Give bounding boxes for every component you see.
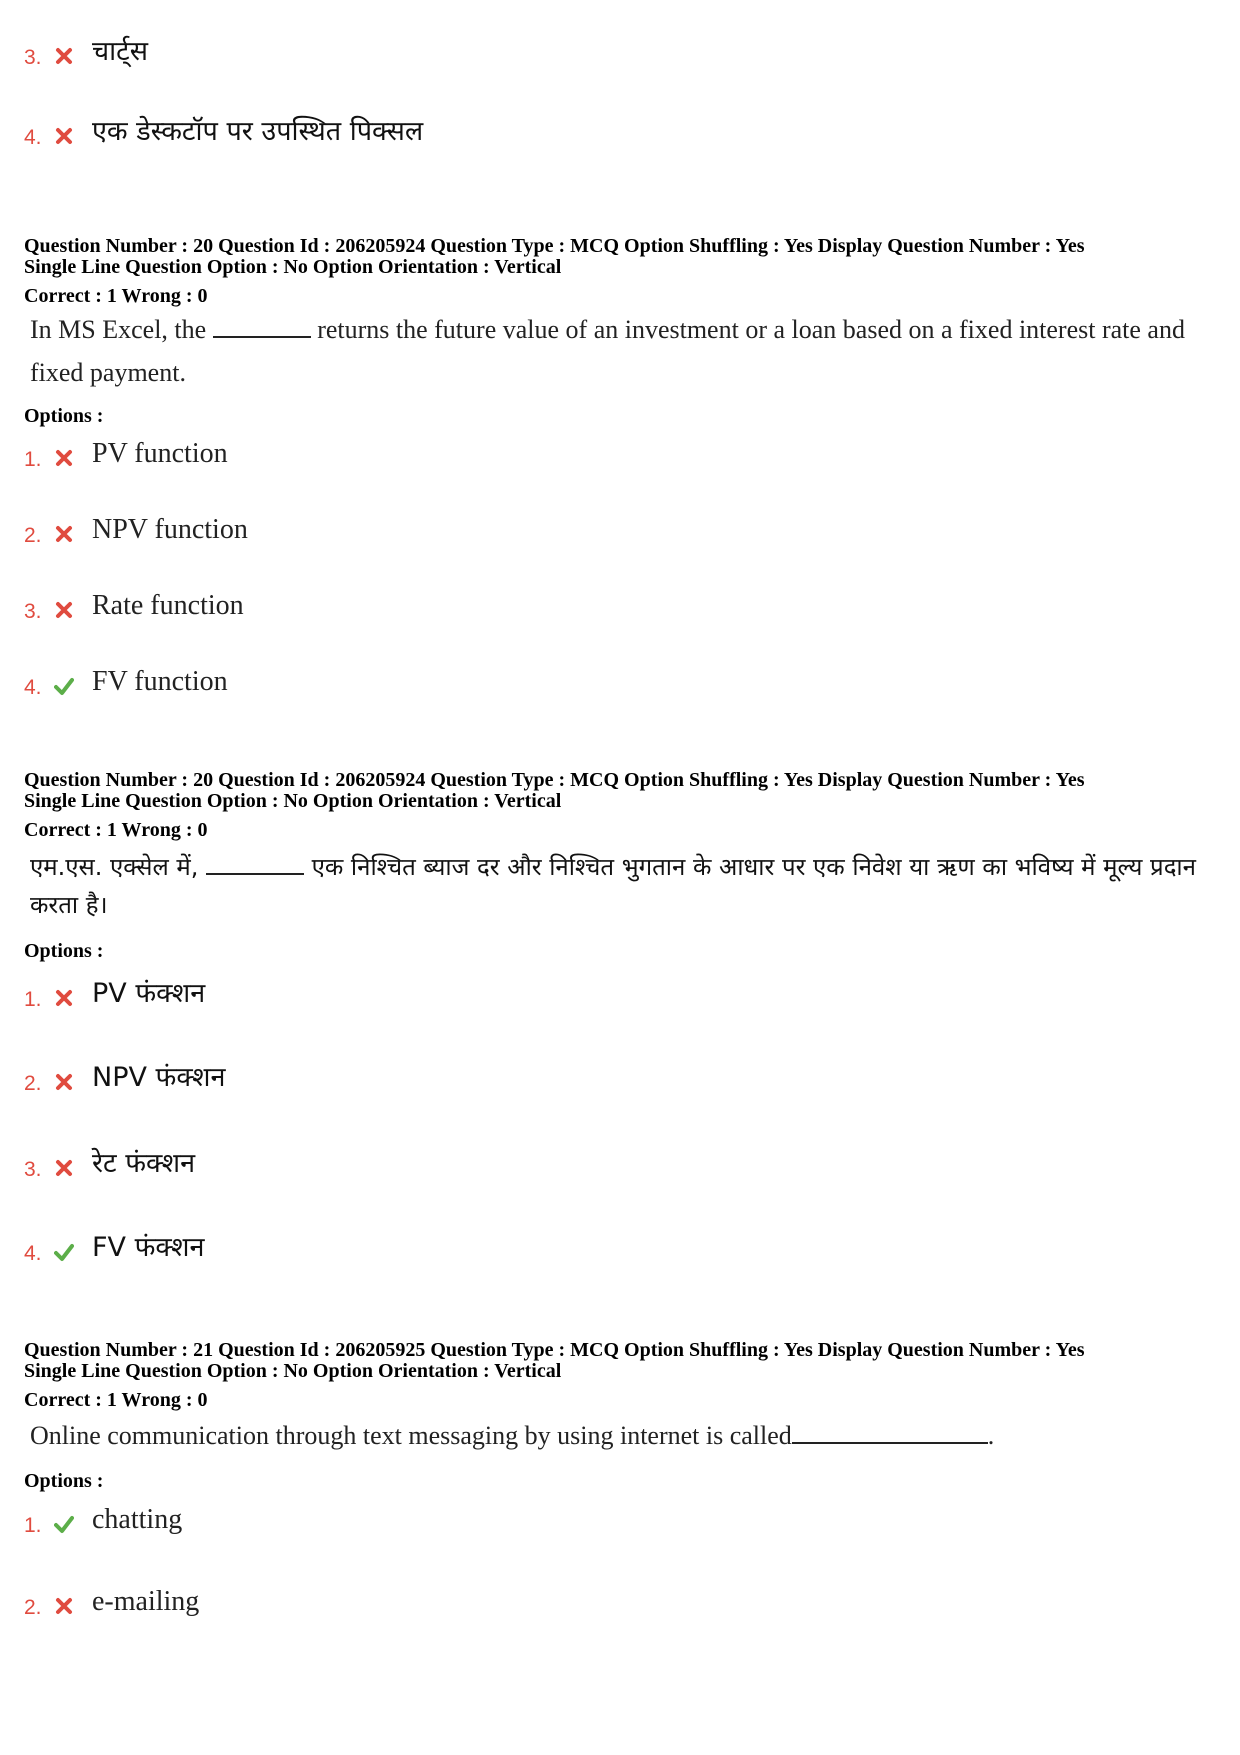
question-meta [24, 1340, 1084, 1382]
options-label: Options : [24, 940, 104, 962]
option-row [24, 432, 1174, 476]
question-text [30, 848, 1210, 924]
cross-icon [54, 448, 74, 468]
check-icon [54, 676, 74, 696]
question-text-start: एम.एस. एक्सेल में, [30, 853, 206, 881]
option-number: 2. [24, 524, 42, 547]
cross-icon [54, 524, 74, 544]
question-meta-line: Single Line Question Option : No Option Orientation : Vertical [24, 256, 562, 278]
question-text-start: Online communication through text messaging by using internet is called [30, 1421, 792, 1450]
cross-icon [54, 46, 74, 66]
question-text-start: In MS Excel, the [30, 315, 213, 344]
option-text: FV function [92, 666, 228, 697]
question-meta-line: Single Line Question Option : No Option Orientation : Vertical [24, 1360, 562, 1382]
option-row [24, 1226, 1174, 1270]
question-text-end: एक निश्चित ब्याज दर और निश्चित भुगतान के आधार पर एक निवेश या ऋण का भविष्य में मूल्य प्रदान करता है। [30, 853, 1196, 919]
cross-icon [54, 988, 74, 1008]
option-number: 1. [24, 448, 42, 471]
cross-icon [54, 600, 74, 620]
question-text [30, 1414, 1210, 1457]
cross-icon [54, 1072, 74, 1092]
question-text-end: returns the future value of an investment or a loan based on a fixed interest rate and fixed payment. [30, 315, 1185, 387]
option-number: 4. [24, 676, 42, 699]
question-scores: Correct : 1 Wrong : 0 [24, 285, 208, 307]
option-row [24, 1580, 1174, 1624]
option-text: रेट फंक्शन [92, 1148, 196, 1179]
option-number: 3. [24, 1158, 42, 1181]
option-text: Rate function [92, 590, 244, 621]
question-meta [24, 236, 1084, 278]
check-icon [54, 1514, 74, 1534]
option-text: चार्ट्स [92, 36, 148, 67]
option-number: 3. [24, 600, 42, 623]
cross-icon [54, 1158, 74, 1178]
question-meta-line: Single Line Question Option : No Option Orientation : Vertical [24, 790, 562, 812]
question-text [30, 308, 1210, 394]
option-row [24, 1056, 1174, 1100]
option-number: 1. [24, 1514, 42, 1537]
options-label: Options : [24, 405, 104, 427]
option-number: 1. [24, 988, 42, 1011]
question-meta-line: Question Number : 21 Question Id : 206205925 Question Type : MCQ Option Shuffling : Yes Display Question Number : Yes [24, 1339, 1085, 1361]
option-text: NPV function [92, 514, 248, 545]
question-meta [24, 770, 1084, 812]
check-icon [54, 1242, 74, 1262]
cross-icon [54, 1596, 74, 1616]
option-text: e-mailing [92, 1586, 200, 1617]
option-text: एक डेस्कटॉप पर उपस्थित पिक्सल [92, 116, 424, 147]
option-number: 4. [24, 1242, 42, 1265]
option-number: 2. [24, 1072, 42, 1095]
answer-blank [792, 1420, 988, 1444]
question-scores: Correct : 1 Wrong : 0 [24, 1389, 208, 1411]
question-scores: Correct : 1 Wrong : 0 [24, 819, 208, 841]
question-text-end: . [987, 1421, 995, 1450]
option-text: NPV फंक्शन [92, 1062, 226, 1093]
option-row [24, 660, 1174, 704]
option-number: 3. [24, 46, 42, 69]
option-row [24, 30, 1174, 74]
answer-blank [213, 314, 311, 338]
options-label: Options : [24, 1470, 104, 1492]
option-text: chatting [92, 1504, 183, 1535]
option-row [24, 1498, 1174, 1542]
option-text: PV function [92, 438, 228, 469]
option-text: FV फंक्शन [92, 1232, 205, 1263]
option-row [24, 584, 1174, 628]
option-row [24, 1142, 1174, 1186]
question-meta-line: Question Number : 20 Question Id : 206205924 Question Type : MCQ Option Shuffling : Yes Display Question Number : Yes [24, 235, 1085, 257]
option-row [24, 508, 1174, 552]
answer-blank [206, 851, 304, 875]
question-meta-line: Question Number : 20 Question Id : 206205924 Question Type : MCQ Option Shuffling : Yes Display Question Number : Yes [24, 769, 1085, 791]
option-number: 4. [24, 126, 42, 149]
option-row [24, 972, 1174, 1016]
option-row [24, 110, 1174, 154]
option-text: PV फंक्शन [92, 978, 206, 1009]
option-number: 2. [24, 1596, 42, 1619]
cross-icon [54, 126, 74, 146]
